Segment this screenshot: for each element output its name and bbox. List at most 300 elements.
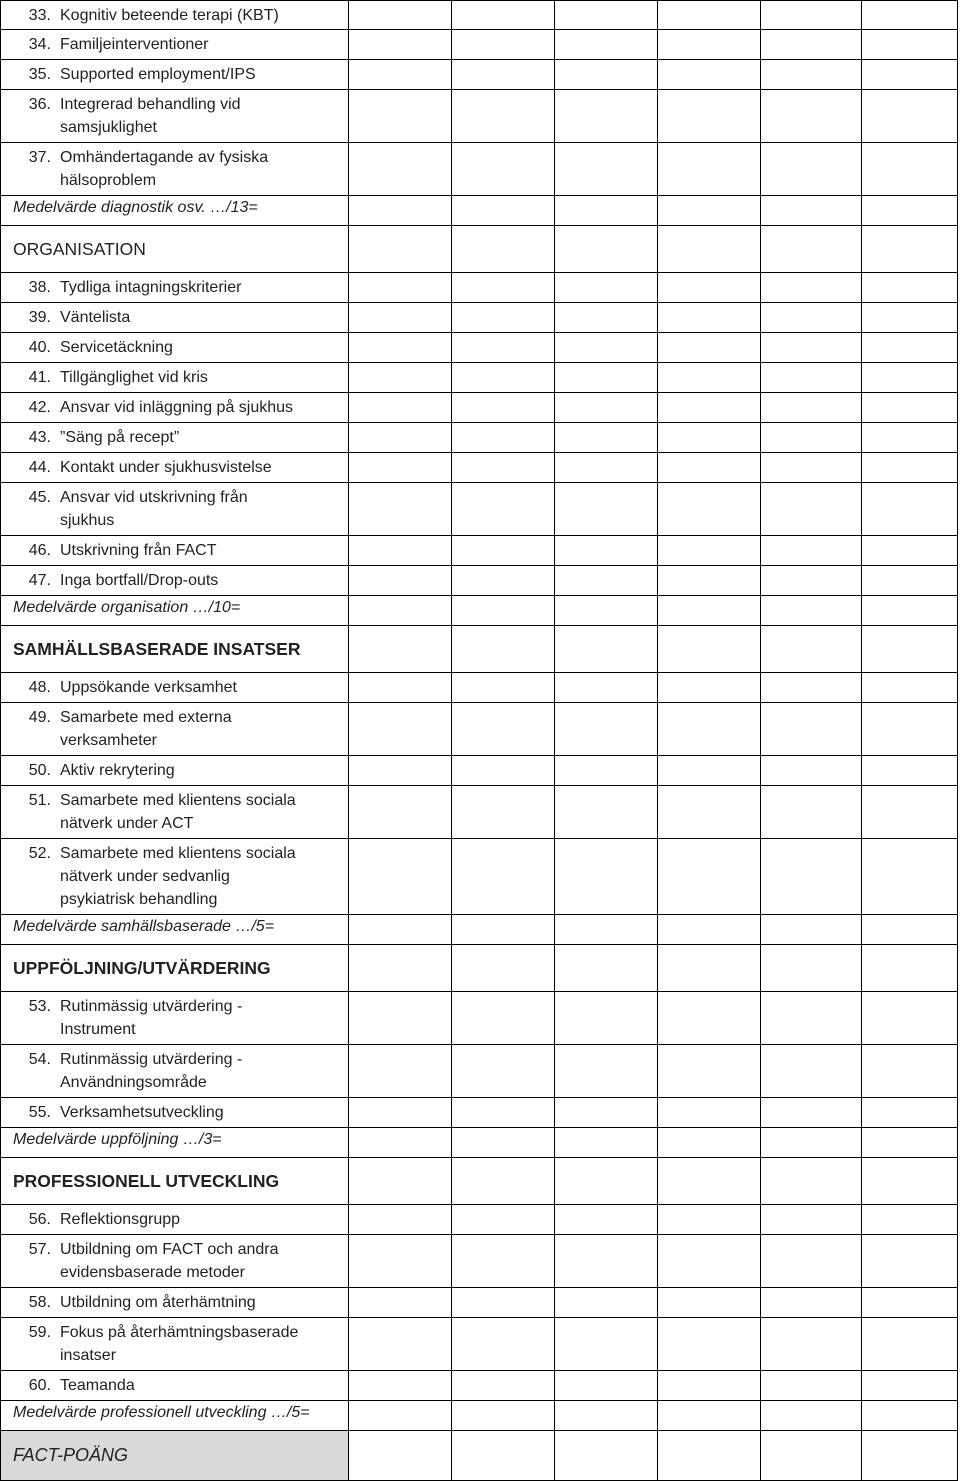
item-row	[1, 483, 958, 536]
item-label-cell	[1, 143, 349, 196]
item-number: 38.	[28, 279, 51, 296]
item-row	[1, 703, 958, 756]
item-text-line: Rutinmässig utvärdering -	[60, 1051, 243, 1068]
average-label: Medelvärde uppföljning …/3=	[1, 1128, 349, 1158]
item-text-line: Användningsområde	[60, 1074, 207, 1091]
list-item	[13, 539, 348, 562]
item-text-line: Supported employment/IPS	[60, 66, 256, 83]
score-cell	[452, 1401, 555, 1431]
item-text-line: Teamanda	[60, 1377, 135, 1394]
item-row	[1, 30, 958, 60]
score-cell	[761, 453, 862, 483]
score-cell	[658, 626, 761, 673]
item-text	[51, 706, 348, 752]
score-cell	[555, 1128, 658, 1158]
item-text-line: Uppsökande verksamhet	[60, 679, 237, 696]
score-cell	[761, 786, 862, 839]
score-cell	[658, 1431, 761, 1481]
score-cell	[761, 363, 862, 393]
score-cell	[761, 945, 862, 992]
item-number: 37.	[28, 149, 51, 166]
score-cell	[349, 1205, 452, 1235]
item-label-cell	[1, 273, 349, 303]
list-item	[13, 1238, 348, 1284]
item-row	[1, 1098, 958, 1128]
item-number: 51.	[28, 792, 51, 809]
score-cell	[555, 1158, 658, 1205]
score-cell	[862, 1235, 958, 1288]
score-cell	[761, 30, 862, 60]
score-cell	[862, 90, 958, 143]
score-cell	[555, 363, 658, 393]
score-cell	[349, 1431, 452, 1481]
item-row	[1, 1, 958, 30]
item-text-line: samsjuklighet	[60, 119, 157, 136]
score-cell	[862, 703, 958, 756]
item-text	[51, 676, 348, 699]
score-cell	[555, 915, 658, 945]
item-row	[1, 273, 958, 303]
list-item	[13, 1321, 348, 1367]
list-item	[13, 1101, 348, 1124]
item-row	[1, 143, 958, 196]
score-cell	[658, 1158, 761, 1205]
item-number: 42.	[28, 399, 51, 416]
score-cell	[452, 60, 555, 90]
score-cell	[452, 1371, 555, 1401]
score-cell	[761, 626, 862, 673]
score-cell	[349, 596, 452, 626]
score-cell	[862, 1431, 958, 1481]
score-cell	[862, 363, 958, 393]
item-text	[51, 1238, 348, 1284]
score-cell	[452, 393, 555, 423]
score-cell	[452, 1045, 555, 1098]
score-cell	[658, 673, 761, 703]
item-text-line: ”Säng på recept”	[60, 429, 180, 446]
list-item	[13, 1208, 348, 1231]
item-row	[1, 1235, 958, 1288]
item-number: 36.	[28, 96, 51, 113]
item-number: 43.	[28, 429, 51, 446]
score-cell	[862, 1205, 958, 1235]
item-text-line: verksamheter	[60, 732, 157, 749]
list-item	[13, 63, 348, 86]
item-text-line: Verksamhetsutveckling	[60, 1104, 224, 1121]
item-label-cell	[1, 786, 349, 839]
average-row	[1, 196, 958, 226]
score-cell	[452, 626, 555, 673]
item-text	[51, 306, 348, 329]
list-item	[13, 396, 348, 419]
score-cell	[555, 566, 658, 596]
item-text-line: Utbildning om återhämtning	[60, 1294, 256, 1311]
item-text	[51, 456, 348, 479]
item-number: 45.	[28, 489, 51, 506]
item-number: 52.	[28, 845, 51, 862]
score-cell	[862, 786, 958, 839]
score-cell	[555, 673, 658, 703]
item-text-line: Väntelista	[60, 309, 131, 326]
score-cell	[761, 273, 862, 303]
score-cell	[862, 756, 958, 786]
list-item	[13, 93, 348, 139]
score-cell	[349, 1288, 452, 1318]
item-label-cell	[1, 483, 349, 536]
score-cell	[862, 196, 958, 226]
score-cell	[761, 143, 862, 196]
score-cell	[862, 333, 958, 363]
score-cell	[349, 303, 452, 333]
item-row	[1, 333, 958, 363]
score-cell	[452, 90, 555, 143]
section-header-row	[1, 1158, 958, 1205]
score-cell	[761, 1288, 862, 1318]
average-row	[1, 596, 958, 626]
score-cell	[452, 673, 555, 703]
score-cell	[862, 596, 958, 626]
score-cell	[349, 703, 452, 756]
score-cell	[555, 703, 658, 756]
score-cell	[555, 992, 658, 1045]
score-cell	[862, 1045, 958, 1098]
score-cell	[555, 453, 658, 483]
score-cell	[452, 756, 555, 786]
score-cell	[658, 1371, 761, 1401]
score-cell	[349, 1128, 452, 1158]
item-text-line: insatser	[60, 1347, 117, 1364]
score-cell	[862, 839, 958, 915]
list-item	[13, 146, 348, 192]
score-cell	[862, 626, 958, 673]
score-cell	[349, 423, 452, 453]
item-text-line: Utbildning om FACT och andra	[60, 1241, 279, 1258]
score-cell	[349, 453, 452, 483]
score-cell	[555, 303, 658, 333]
score-cell	[761, 393, 862, 423]
score-cell	[761, 1431, 862, 1481]
score-cell	[452, 915, 555, 945]
item-number: 53.	[28, 998, 51, 1015]
score-cell	[658, 703, 761, 756]
score-cell	[349, 393, 452, 423]
section-title: UPPFÖLJNING/UTVÄRDERING	[1, 945, 349, 992]
item-row	[1, 1205, 958, 1235]
score-cell	[452, 363, 555, 393]
score-cell	[862, 1158, 958, 1205]
item-number: 34.	[28, 36, 51, 53]
item-label-cell	[1, 363, 349, 393]
score-cell	[452, 1158, 555, 1205]
score-cell	[862, 423, 958, 453]
item-text	[51, 1101, 348, 1124]
list-item	[13, 1291, 348, 1314]
score-cell	[862, 536, 958, 566]
item-text-line: Inga bortfall/Drop-outs	[60, 572, 219, 589]
score-cell	[349, 226, 452, 273]
score-cell	[658, 915, 761, 945]
item-row	[1, 786, 958, 839]
score-cell	[555, 1431, 658, 1481]
score-cell	[349, 30, 452, 60]
list-item	[13, 306, 348, 329]
score-cell	[761, 536, 862, 566]
score-cell	[761, 483, 862, 536]
item-text-line: Tillgänglighet vid kris	[60, 369, 208, 386]
item-label-cell	[1, 536, 349, 566]
item-text-line: Rutinmässig utvärdering -	[60, 998, 243, 1015]
score-cell	[452, 143, 555, 196]
score-cell	[452, 839, 555, 915]
list-item	[13, 456, 348, 479]
item-text	[51, 4, 348, 27]
average-row	[1, 1401, 958, 1431]
score-cell	[658, 1235, 761, 1288]
list-item	[13, 4, 348, 27]
score-cell	[658, 566, 761, 596]
score-cell	[349, 196, 452, 226]
score-cell	[452, 303, 555, 333]
score-cell	[349, 143, 452, 196]
score-cell	[452, 1431, 555, 1481]
score-cell	[349, 945, 452, 992]
score-cell	[658, 30, 761, 60]
item-text	[51, 1048, 348, 1094]
item-number: 59.	[28, 1324, 51, 1341]
item-text	[51, 33, 348, 56]
score-cell	[862, 303, 958, 333]
score-cell	[555, 1205, 658, 1235]
score-cell	[349, 90, 452, 143]
score-cell	[658, 1128, 761, 1158]
score-cell	[452, 1288, 555, 1318]
item-number: 41.	[28, 369, 51, 386]
item-row	[1, 756, 958, 786]
score-cell	[555, 196, 658, 226]
item-label-cell	[1, 60, 349, 90]
list-item	[13, 1048, 348, 1094]
score-cell	[452, 30, 555, 60]
score-cell	[452, 333, 555, 363]
score-cell	[862, 226, 958, 273]
item-text-line: Samarbete med klientens sociala	[60, 845, 296, 862]
item-text	[51, 396, 348, 419]
score-cell	[862, 393, 958, 423]
item-text	[51, 336, 348, 359]
score-cell	[349, 483, 452, 536]
score-cell	[761, 703, 862, 756]
score-cell	[862, 1288, 958, 1318]
item-text	[51, 426, 348, 449]
score-cell	[452, 536, 555, 566]
item-text-line: Familjeinterventioner	[60, 36, 209, 53]
item-text-line: Utskrivning från FACT	[60, 542, 217, 559]
item-text-line: Instrument	[60, 1021, 136, 1038]
score-cell	[862, 1401, 958, 1431]
item-text	[51, 146, 348, 192]
score-cell	[658, 393, 761, 423]
list-item	[13, 995, 348, 1041]
average-label: Medelvärde samhällsbaserade …/5=	[1, 915, 349, 945]
score-cell	[555, 143, 658, 196]
item-text-line: Ansvar vid inläggning på sjukhus	[60, 399, 294, 416]
item-row	[1, 1045, 958, 1098]
item-label-cell	[1, 992, 349, 1045]
item-label-cell	[1, 673, 349, 703]
item-label-cell	[1, 303, 349, 333]
score-cell	[761, 333, 862, 363]
item-row	[1, 1288, 958, 1318]
score-cell	[761, 839, 862, 915]
score-cell	[658, 423, 761, 453]
score-cell	[862, 453, 958, 483]
list-item	[13, 789, 348, 835]
item-row	[1, 839, 958, 915]
score-cell	[761, 1318, 862, 1371]
score-cell	[761, 1158, 862, 1205]
item-number: 49.	[28, 709, 51, 726]
item-text-line: Integrerad behandling vid	[60, 96, 241, 113]
item-row	[1, 1318, 958, 1371]
section-title: PROFESSIONELL UTVECKLING	[1, 1158, 349, 1205]
score-cell	[452, 945, 555, 992]
score-cell	[761, 1235, 862, 1288]
item-text-line: Samarbete med externa	[60, 709, 232, 726]
score-cell	[658, 273, 761, 303]
score-cell	[555, 1318, 658, 1371]
item-number: 46.	[28, 542, 51, 559]
item-number: 57.	[28, 1241, 51, 1258]
item-label-cell	[1, 393, 349, 423]
score-cell	[658, 90, 761, 143]
item-row	[1, 536, 958, 566]
score-cell	[658, 945, 761, 992]
score-cell	[862, 1318, 958, 1371]
item-number: 48.	[28, 679, 51, 696]
score-cell	[555, 536, 658, 566]
item-label-cell	[1, 703, 349, 756]
score-cell	[555, 945, 658, 992]
score-cell	[658, 226, 761, 273]
score-cell	[452, 453, 555, 483]
score-cell	[761, 60, 862, 90]
item-row	[1, 1371, 958, 1401]
item-label-cell	[1, 839, 349, 915]
item-row	[1, 566, 958, 596]
list-item	[13, 276, 348, 299]
item-text-line: sjukhus	[60, 512, 115, 529]
list-item	[13, 366, 348, 389]
item-label-cell	[1, 1045, 349, 1098]
score-cell	[862, 992, 958, 1045]
score-cell	[761, 1098, 862, 1128]
item-label-cell	[1, 423, 349, 453]
list-item	[13, 1374, 348, 1397]
total-score-row	[1, 1431, 958, 1481]
score-cell	[349, 1098, 452, 1128]
item-label-cell	[1, 1318, 349, 1371]
list-item	[13, 759, 348, 782]
score-cell	[349, 915, 452, 945]
item-number: 39.	[28, 309, 51, 326]
item-row	[1, 453, 958, 483]
item-text-line: Samarbete med klientens sociala	[60, 792, 296, 809]
score-cell	[349, 566, 452, 596]
item-text-line: nätverk under sedvanlig	[60, 868, 230, 885]
list-item	[13, 426, 348, 449]
item-text-line: Fokus på återhämtningsbaserade	[60, 1324, 299, 1341]
score-cell	[555, 423, 658, 453]
item-row	[1, 423, 958, 453]
score-cell	[349, 1371, 452, 1401]
score-cell	[761, 1401, 862, 1431]
item-row	[1, 673, 958, 703]
score-cell	[452, 226, 555, 273]
item-text-line: Kontakt under sjukhusvistelse	[60, 459, 272, 476]
item-number: 33.	[28, 7, 51, 24]
item-row	[1, 363, 958, 393]
item-text	[51, 995, 348, 1041]
score-cell	[658, 196, 761, 226]
item-label-cell	[1, 30, 349, 60]
score-cell	[452, 596, 555, 626]
score-cell	[452, 483, 555, 536]
score-cell	[349, 273, 452, 303]
score-cell	[862, 1098, 958, 1128]
score-cell	[452, 1235, 555, 1288]
list-item	[13, 842, 348, 911]
score-cell	[349, 1401, 452, 1431]
score-cell	[349, 333, 452, 363]
list-item	[13, 706, 348, 752]
item-row	[1, 393, 958, 423]
item-row	[1, 303, 958, 333]
item-label-cell	[1, 1205, 349, 1235]
score-cell	[452, 1318, 555, 1371]
score-cell	[555, 90, 658, 143]
score-cell	[452, 196, 555, 226]
score-cell	[349, 1235, 452, 1288]
score-cell	[761, 596, 862, 626]
score-cell	[555, 1, 658, 30]
score-cell	[452, 1, 555, 30]
score-cell	[349, 363, 452, 393]
list-item	[13, 569, 348, 592]
score-cell	[349, 756, 452, 786]
score-cell	[349, 1158, 452, 1205]
score-cell	[761, 303, 862, 333]
item-number: 44.	[28, 459, 51, 476]
score-cell	[452, 1205, 555, 1235]
score-cell	[862, 673, 958, 703]
item-text	[51, 569, 348, 592]
item-number: 47.	[28, 572, 51, 589]
score-cell	[761, 566, 862, 596]
score-cell	[658, 536, 761, 566]
score-cell	[658, 839, 761, 915]
item-text-line: evidensbaserade metoder	[60, 1264, 246, 1281]
score-cell	[658, 992, 761, 1045]
item-text	[51, 539, 348, 562]
score-cell	[761, 1045, 862, 1098]
item-number: 56.	[28, 1211, 51, 1228]
item-text-line: psykiatrisk behandling	[60, 891, 218, 908]
score-cell	[555, 626, 658, 673]
score-cell	[658, 1045, 761, 1098]
score-cell	[761, 756, 862, 786]
item-text-line: Servicetäckning	[60, 339, 173, 356]
score-cell	[452, 423, 555, 453]
